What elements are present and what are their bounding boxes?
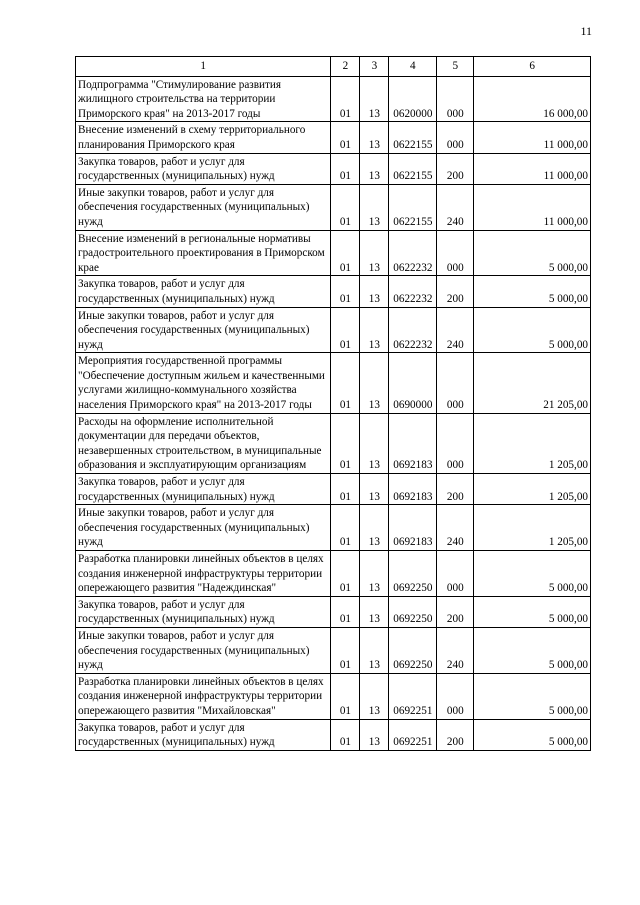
row-subsection-cell: 13 xyxy=(360,551,389,597)
row-section-cell: 01 xyxy=(331,719,360,750)
row-section-cell: 01 xyxy=(331,413,360,473)
row-target-article-cell: 0692251 xyxy=(389,719,437,750)
row-expense-type-cell: 000 xyxy=(437,413,474,473)
row-section-cell: 01 xyxy=(331,505,360,551)
row-name-cell: Иные закупки товаров, работ и услуг для обеспечения государственных (муниципальных) нужд xyxy=(76,627,331,673)
row-amount-cell: 1 205,00 xyxy=(474,474,591,505)
row-expense-type-cell: 240 xyxy=(437,184,474,230)
row-target-article-cell: 0692250 xyxy=(389,551,437,597)
row-subsection-cell: 13 xyxy=(360,596,389,627)
table-row xyxy=(76,307,591,353)
row-amount-cell: 11 000,00 xyxy=(474,184,591,230)
row-section-cell: 01 xyxy=(331,596,360,627)
row-target-article-cell: 0692251 xyxy=(389,673,437,719)
row-name-cell: Разработка планировки линейных объектов в целях создания инженерной инфраструктуры территории опережающего развития "Надеждинская" xyxy=(76,551,331,597)
row-section-cell: 01 xyxy=(331,474,360,505)
row-expense-type-cell: 000 xyxy=(437,673,474,719)
table-row xyxy=(76,76,591,122)
row-expense-type-cell: 000 xyxy=(437,551,474,597)
table-row xyxy=(76,184,591,230)
table-row xyxy=(76,719,591,750)
row-expense-type-cell: 000 xyxy=(437,122,474,153)
row-target-article-cell: 0622155 xyxy=(389,122,437,153)
row-section-cell: 01 xyxy=(331,627,360,673)
row-name-cell: Иные закупки товаров, работ и услуг для обеспечения государственных (муниципальных) нужд xyxy=(76,184,331,230)
row-section-cell: 01 xyxy=(331,153,360,184)
row-subsection-cell: 13 xyxy=(360,413,389,473)
table-header-row xyxy=(76,57,591,77)
row-expense-type-cell: 200 xyxy=(437,276,474,307)
row-name-cell: Иные закупки товаров, работ и услуг для обеспечения государственных (муниципальных) нужд xyxy=(76,505,331,551)
table-row xyxy=(76,474,591,505)
row-subsection-cell: 13 xyxy=(360,673,389,719)
row-target-article-cell: 0622155 xyxy=(389,153,437,184)
row-section-cell: 01 xyxy=(331,673,360,719)
row-target-article-cell: 0692183 xyxy=(389,413,437,473)
row-amount-cell: 5 000,00 xyxy=(474,230,591,276)
row-subsection-cell: 13 xyxy=(360,276,389,307)
table-row xyxy=(76,153,591,184)
row-section-cell: 01 xyxy=(331,307,360,353)
row-amount-cell: 11 000,00 xyxy=(474,122,591,153)
row-target-article-cell: 0692250 xyxy=(389,596,437,627)
header-cell: 6 xyxy=(474,57,591,77)
row-name-cell: Закупка товаров, работ и услуг для государственных (муниципальных) нужд xyxy=(76,596,331,627)
row-subsection-cell: 13 xyxy=(360,230,389,276)
row-subsection-cell: 13 xyxy=(360,122,389,153)
row-name-cell: Закупка товаров, работ и услуг для государственных (муниципальных) нужд xyxy=(76,276,331,307)
row-expense-type-cell: 240 xyxy=(437,505,474,551)
table-row xyxy=(76,596,591,627)
row-target-article-cell: 0622232 xyxy=(389,276,437,307)
row-subsection-cell: 13 xyxy=(360,505,389,551)
row-amount-cell: 21 205,00 xyxy=(474,353,591,413)
page-number: 11 xyxy=(580,24,592,38)
header-cell: 4 xyxy=(389,57,437,77)
header-cell: 2 xyxy=(331,57,360,77)
header-cell: 5 xyxy=(437,57,474,77)
table-row xyxy=(76,353,591,413)
row-name-cell: Закупка товаров, работ и услуг для государственных (муниципальных) нужд xyxy=(76,474,331,505)
row-amount-cell: 5 000,00 xyxy=(474,596,591,627)
row-expense-type-cell: 000 xyxy=(437,230,474,276)
row-name-cell: Закупка товаров, работ и услуг для государственных (муниципальных) нужд xyxy=(76,719,331,750)
row-target-article-cell: 0692250 xyxy=(389,627,437,673)
row-name-cell: Внесение изменений в региональные нормативы градостроительного проектирования в Приморском крае xyxy=(76,230,331,276)
row-amount-cell: 5 000,00 xyxy=(474,276,591,307)
table-row xyxy=(76,230,591,276)
row-amount-cell: 5 000,00 xyxy=(474,551,591,597)
row-amount-cell: 16 000,00 xyxy=(474,76,591,122)
budget-table xyxy=(75,56,591,751)
row-amount-cell: 5 000,00 xyxy=(474,719,591,750)
row-section-cell: 01 xyxy=(331,122,360,153)
row-subsection-cell: 13 xyxy=(360,184,389,230)
row-name-cell: Закупка товаров, работ и услуг для государственных (муниципальных) нужд xyxy=(76,153,331,184)
row-section-cell: 01 xyxy=(331,276,360,307)
table-row xyxy=(76,627,591,673)
header-cell: 3 xyxy=(360,57,389,77)
row-target-article-cell: 0692183 xyxy=(389,505,437,551)
row-section-cell: 01 xyxy=(331,230,360,276)
table-row xyxy=(76,413,591,473)
row-expense-type-cell: 000 xyxy=(437,76,474,122)
row-amount-cell: 5 000,00 xyxy=(474,307,591,353)
table-row xyxy=(76,505,591,551)
row-amount-cell: 5 000,00 xyxy=(474,673,591,719)
header-cell: 1 xyxy=(76,57,331,77)
table-row xyxy=(76,276,591,307)
row-target-article-cell: 0622232 xyxy=(389,307,437,353)
row-expense-type-cell: 000 xyxy=(437,353,474,413)
row-expense-type-cell: 200 xyxy=(437,153,474,184)
row-section-cell: 01 xyxy=(331,184,360,230)
row-target-article-cell: 0622232 xyxy=(389,230,437,276)
table-row xyxy=(76,122,591,153)
row-section-cell: 01 xyxy=(331,353,360,413)
row-amount-cell: 11 000,00 xyxy=(474,153,591,184)
row-name-cell: Расходы на оформление исполнительной документации для передачи объектов, незавершенных строительством, в муниципальные образования и эксплуатирующим организациям xyxy=(76,413,331,473)
row-expense-type-cell: 200 xyxy=(437,474,474,505)
table-row xyxy=(76,551,591,597)
row-subsection-cell: 13 xyxy=(360,719,389,750)
row-section-cell: 01 xyxy=(331,76,360,122)
row-name-cell: Мероприятия государственной программы "Обеспечение доступным жильем и качественными услугами жилищно-коммунального хозяйства населения Приморского края" на 2013-2017 годы xyxy=(76,353,331,413)
row-name-cell: Разработка планировки линейных объектов в целях создания инженерной инфраструктуры территории опережающего развития "Михайловская" xyxy=(76,673,331,719)
row-target-article-cell: 0620000 xyxy=(389,76,437,122)
row-expense-type-cell: 200 xyxy=(437,596,474,627)
row-name-cell: Внесение изменений в схему территориального планирования Приморского края xyxy=(76,122,331,153)
row-amount-cell: 5 000,00 xyxy=(474,627,591,673)
row-subsection-cell: 13 xyxy=(360,627,389,673)
row-section-cell: 01 xyxy=(331,551,360,597)
row-target-article-cell: 0622155 xyxy=(389,184,437,230)
row-expense-type-cell: 240 xyxy=(437,307,474,353)
row-name-cell: Иные закупки товаров, работ и услуг для обеспечения государственных (муниципальных) нужд xyxy=(76,307,331,353)
row-subsection-cell: 13 xyxy=(360,307,389,353)
row-target-article-cell: 0690000 xyxy=(389,353,437,413)
row-subsection-cell: 13 xyxy=(360,353,389,413)
row-target-article-cell: 0692183 xyxy=(389,474,437,505)
row-amount-cell: 1 205,00 xyxy=(474,505,591,551)
row-name-cell: Подпрограмма "Стимулирование развития жилищного строительства на территории Приморского края" на 2013-2017 годы xyxy=(76,76,331,122)
row-subsection-cell: 13 xyxy=(360,76,389,122)
row-subsection-cell: 13 xyxy=(360,474,389,505)
row-expense-type-cell: 200 xyxy=(437,719,474,750)
row-expense-type-cell: 240 xyxy=(437,627,474,673)
row-amount-cell: 1 205,00 xyxy=(474,413,591,473)
row-subsection-cell: 13 xyxy=(360,153,389,184)
table-row xyxy=(76,673,591,719)
